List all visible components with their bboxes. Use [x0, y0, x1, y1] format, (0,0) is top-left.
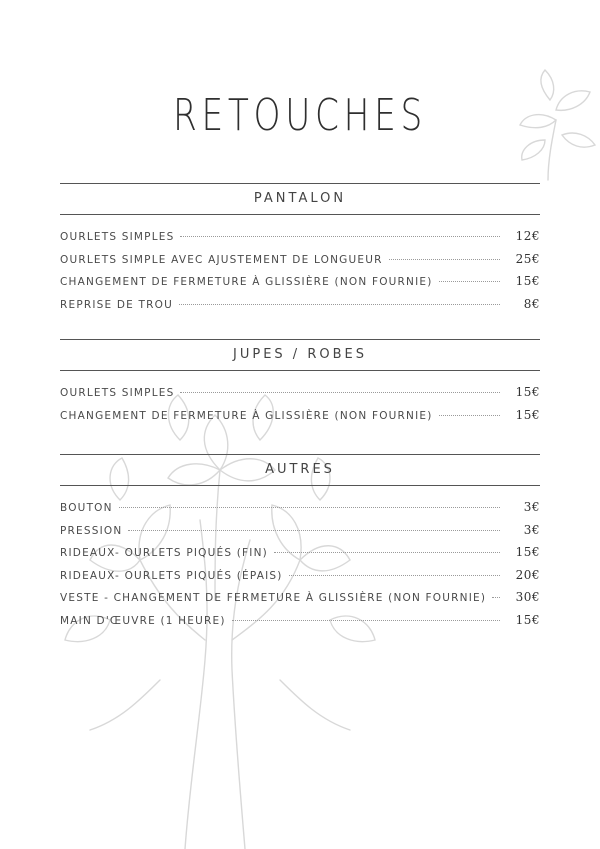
price-row [60, 229, 540, 252]
dot-leader [439, 281, 500, 282]
item-label: MAIN D'ŒUVRE (1 HEURE) [60, 614, 226, 627]
dot-leader [389, 259, 500, 260]
small-tree-leaf [562, 133, 595, 147]
dot-leader [492, 597, 500, 598]
item-price: 8€ [523, 296, 540, 311]
item-label: OURLETS SIMPLE AVEC AJUSTEMENT DE LONGUEUR [60, 253, 383, 266]
dot-leader [128, 530, 500, 531]
item-label: OURLETS SIMPLES [60, 231, 175, 243]
small-tree-leaf [522, 140, 545, 160]
price-row [60, 385, 540, 408]
price-row [60, 568, 540, 591]
price-row [60, 613, 540, 636]
item-label: CHANGEMENT DE FERMETURE À GLISSIÈRE (NON FOURNIE) [60, 276, 433, 289]
item-price: 3€ [523, 522, 540, 537]
price-row [60, 252, 540, 275]
item-price: 15€ [515, 385, 540, 399]
page-title: RETOUCHES [172, 90, 427, 141]
section-heading: PANTALON [60, 183, 540, 215]
large-tree-leaf [280, 680, 350, 730]
item-price: 30€ [515, 590, 540, 605]
price-row [60, 500, 540, 523]
price-row [60, 523, 540, 546]
price-row [60, 297, 540, 320]
section-heading: AUTRES [60, 454, 540, 486]
dot-leader [232, 620, 500, 621]
section-pantalon [60, 183, 540, 319]
price-row [60, 408, 540, 431]
item-price: 25€ [515, 251, 540, 266]
item-price: 20€ [515, 567, 540, 582]
item-label: VESTE - CHANGEMENT DE FERMETURE À GLISSIÈRE (NON FOURNIE) [60, 592, 487, 605]
dot-leader [289, 575, 500, 576]
large-tree-leaf [90, 680, 160, 730]
section-autres [60, 454, 540, 636]
item-price: 12€ [515, 229, 540, 243]
item-label: BOUTON [60, 502, 113, 514]
item-label: REPRISE DE TROU [60, 298, 174, 311]
item-price: 15€ [515, 612, 540, 627]
dot-leader [180, 392, 500, 393]
small-tree-leaf [541, 70, 554, 100]
dot-leader [274, 552, 500, 553]
item-label: PRESSION [60, 524, 123, 537]
dot-leader [180, 236, 500, 237]
item-price: 15€ [515, 407, 540, 422]
small-tree-trunk [548, 120, 556, 180]
section-jupes-robes [60, 339, 540, 430]
item-label: RIDEAUX- OURLETS PIQUÉS (FIN) [60, 547, 268, 560]
price-row [60, 545, 540, 568]
item-price: 15€ [515, 274, 540, 289]
price-row [60, 590, 540, 613]
section-heading: JUPES / ROBES [60, 339, 540, 371]
dot-leader [439, 415, 500, 416]
item-label: RIDEAUX- OURLETS PIQUÉS (ÉPAIS) [60, 569, 283, 582]
small-tree-leaf [556, 91, 590, 110]
item-price: 3€ [523, 500, 540, 514]
dot-leader [179, 304, 500, 305]
item-label: OURLETS SIMPLES [60, 387, 175, 399]
item-price: 15€ [515, 545, 540, 560]
price-row [60, 274, 540, 297]
item-label: CHANGEMENT DE FERMETURE À GLISSIÈRE (NON FOURNIE) [60, 409, 433, 422]
dot-leader [119, 507, 500, 508]
